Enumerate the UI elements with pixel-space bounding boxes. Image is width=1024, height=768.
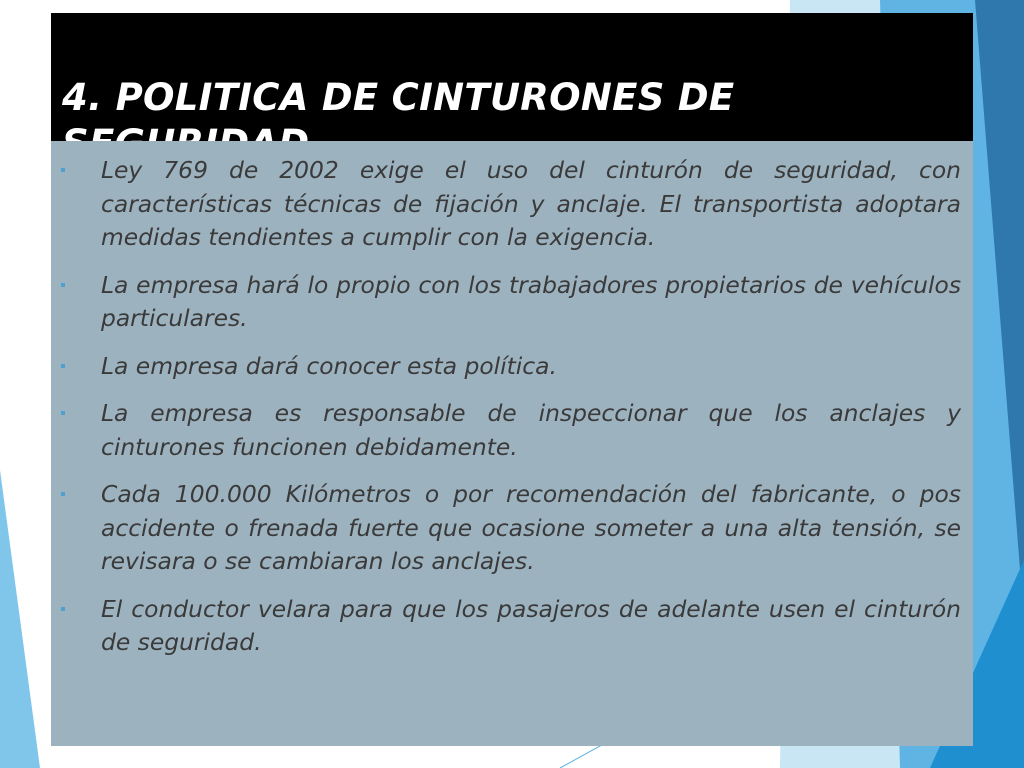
bullet-square-icon [61, 283, 65, 287]
bullet-text: El conductor velara para que los pasajeros de adelante usen el cinturón de seguridad. [101, 594, 961, 656]
bullet-item [101, 397, 961, 464]
slide-title: 4. POLITICA DE CINTURONES DE [62, 76, 735, 119]
bullet-square-icon [61, 492, 65, 496]
left-band [0, 470, 40, 768]
bullet-item [101, 593, 961, 660]
bullet-square-icon [61, 411, 65, 415]
bullet-square-icon [61, 607, 65, 611]
bullet-item [101, 269, 961, 336]
bullet-square-icon [61, 364, 65, 368]
bullet-item [101, 154, 961, 255]
bullet-text: La empresa dará conocer esta política. [101, 351, 557, 380]
bullet-text: Cada 100.000 Kilómetros o por recomendación del fabricante, o pos accidente o frenada fuerte que ocasione someter a una alta tensión, se revisara o se cambiaran los anclajes. [101, 480, 961, 575]
bullet-square-icon [61, 168, 65, 172]
bullet-list [51, 141, 973, 660]
title-band [51, 13, 973, 141]
bullet-text: La empresa hará lo propio con los trabajadores propietarios de vehículos particulares. [101, 270, 961, 332]
content-panel [51, 141, 973, 746]
bullet-item [101, 350, 961, 384]
bullet-text: Ley 769 de 2002 exige el uso del cinturón de seguridad, con características técnicas de fijación y anclaje. El transportista adoptara medidas tendientes a cumplir con la exigencia. [101, 156, 961, 251]
bullet-text: La empresa es responsable de inspeccionar que los anclajes y cinturones funcionen debidamente. [101, 399, 961, 461]
bullet-item [101, 478, 961, 579]
